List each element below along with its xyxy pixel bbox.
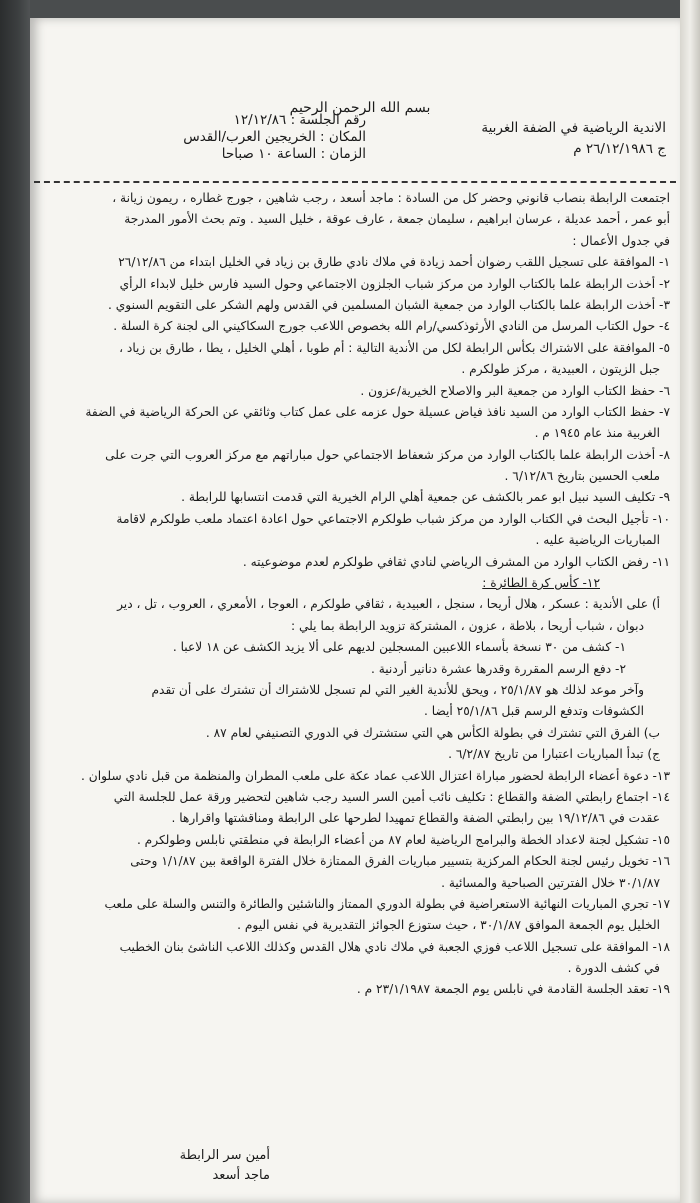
minutes-line: ج) تبدأ المباريات اعتبارا من تاريخ ٦/٢/٨٧ . bbox=[448, 747, 660, 762]
minutes-line: أبو عمر ، أحمد عديلة ، عرسان ابراهيم ، سليمان جمعة ، عارف عوقة ، خليل السيد . وتم بحث الأمور المدرجة bbox=[124, 212, 670, 227]
minutes-line: ملعب الحسين بتاريخ ٦/١٢/٨٦ . bbox=[504, 469, 660, 484]
signature-block bbox=[180, 1146, 270, 1186]
minutes-line: جبل الزيتون ، العبيدية ، مركز طولكرم . bbox=[461, 362, 660, 377]
minutes-line: ٣٠/١/٨٧ خلال الفترتين الصباحية والمسائية . bbox=[441, 875, 660, 890]
org-name: الاندية الرياضية في الضفة الغربية bbox=[481, 120, 666, 136]
minutes-line: دبوان ، شباب أريحا ، بلاطة ، عزون ، المشتركة تزويد الرابطة بما يلي : bbox=[291, 618, 644, 633]
minutes-line: ١- كشف من ٣٠ نسخة بأسماء اللاعبين المسجلين لديهم على ألا يزيد الكشف عن ١٨ لاعبا . bbox=[172, 640, 626, 655]
minutes-line: ١٧- تجري المباريات النهائية الاستعراضية في بطولة الدوري الممتاز والناشئين والطائرة والتنس والسلة على ملعب bbox=[104, 896, 670, 911]
minutes-line: في كشف الدورة . bbox=[567, 961, 660, 976]
signature-name: ماجد أسعد bbox=[212, 1168, 270, 1183]
date-ref: ج ٢٦/١٢/١٩٨٦ م bbox=[573, 141, 666, 157]
minutes-line: اجتمعت الرابطة بنصاب قانوني وحضر كل من السادة : ماجد أسعد ، رجب شاهين ، جورج غطاره ، ريمون زيانة ، bbox=[112, 191, 670, 205]
header-divider bbox=[34, 181, 676, 183]
header-session-block bbox=[126, 112, 366, 163]
minutes-line: ب) الفرق التي تشترك في بطولة الكأس هي التي ستشترك في الدوري التصنيفي لعام ٨٧ . bbox=[205, 725, 660, 740]
signature-role: أمين سر الرابطة bbox=[179, 1148, 270, 1163]
minutes-line: ١٥- تشكيل لجنة لاعداد الخطة والبرامج الرياضية لعام ٨٧ من أعضاء الرابطة في منطقتي نابلس وطولكرم . bbox=[136, 832, 670, 847]
minutes-line: ١٠- تأجيل البحث في الكتاب الوارد من مركز شباب طولكرم الاجتماعي حول اعادة اعتماد ملعب طولكرم لاقامة bbox=[116, 511, 670, 526]
minutes-line: ٢- أخذت الرابطة علما بالكتاب الوارد من مركز شباب الجلزون الاجتماعي وحول السيد فارس خليل لابداء الرأي bbox=[119, 276, 670, 291]
minutes-line: ٨- أخذت الرابطة علما بالكتاب الوارد من مركز شعفاط الاجتماعي حول مباراتهم مع مركز العروب التي جرت على bbox=[105, 447, 670, 462]
minutes-line: ٣- أخذت الرابطة علما بالكتاب الوارد من جمعية الشبان المسلمين في القدس ولهم الشكر على التقويم السنوي . bbox=[108, 297, 670, 312]
minutes-line: ١٨- الموافقة على تسجيل اللاعب فوزي الجعبة في ملاك نادي هلال القدس وكذلك اللاعب الناشئ بنان الخطيب bbox=[119, 939, 670, 954]
document-page bbox=[30, 18, 680, 1203]
minutes-line: ٩- تكليف السيد نبيل ابو عمر بالكشف عن جمعية أهلي الرام الخيرية التي قدمت انتسابها للرابطة . bbox=[181, 490, 670, 505]
minutes-line: الكشوفات وتدفع الرسم قبل ٢٥/١/٨٦ أيضا . bbox=[423, 704, 644, 719]
session-time: الزمان : الساعة ١٠ صباحا bbox=[221, 146, 366, 162]
minutes-line: المباريات الرياضية عليه . bbox=[535, 533, 660, 548]
minutes-line: الغربية منذ عام ١٩٤٥ م . bbox=[534, 426, 660, 441]
minutes-line: عقدت في ١٩/١٢/٨٦ بين رابطتي الضفة والقطاع تمهيدا لطرحها على الرابطة ومناقشتها واقرارها . bbox=[171, 811, 660, 826]
minutes-line: أ) على الأندية : عسكر ، هلال أريحا ، سنجل ، العبيدية ، ثقافي طولكرم ، العوجا ، الأمعري ، العروب ، تل ، دير bbox=[117, 597, 660, 612]
minutes-line: ٢- دفع الرسم المقررة وقدرها عشرة دنانير أردنية . bbox=[370, 661, 626, 676]
minutes-line: الخليل يوم الجمعة الموافق ٣٠/١/٨٧ ، حيث ستوزع الجوائز التقديرية في نفس اليوم . bbox=[237, 918, 660, 933]
minutes-line: ١١- رفض الكتاب الوارد من المشرف الرياضي لنادي ثقافي طولكرم لعدم موضوعيته . bbox=[242, 554, 670, 569]
minutes-line: ١٦- تخويل رئيس لجنة الحكام المركزية بتسيير مباريات الفرق الممتازة خلال الفترة الواقعة بين ١/١/٨٧ وحتى bbox=[130, 854, 670, 869]
minutes-line: في جدول الأعمال : bbox=[572, 233, 670, 248]
minutes-line: ٧- حفظ الكتاب الوارد من السيد نافذ فياض عسيلة حول عزمه على عمل كتاب وثائقي عن الحركة الرياضية في الضفة bbox=[85, 404, 670, 419]
session-number: رقم الجلسة : ١٢/١٢/٨٦ bbox=[233, 112, 366, 128]
minutes-line: ٤- حول الكتاب المرسل من النادي الأرثوذكسي/رام الله بخصوص اللاعب جورج السكاكيني الى لجنة كرة السلة . bbox=[113, 319, 670, 334]
next-page-edge bbox=[680, 0, 700, 1203]
minutes-line: ١٩- تعقد الجلسة القادمة في نابلس يوم الجمعة ٢٣/١/١٩٨٧ م . bbox=[356, 982, 670, 997]
minutes-line: ٥- الموافقة على الاشتراك بكأس الرابطة لكل من الأندية التالية : أم طوبا ، أهلي الخليل ، يطا ، طارق بن زياد ، bbox=[119, 340, 670, 355]
minutes-line: ٦- حفظ الكتاب الوارد من جمعية البر والاصلاح الخيرية/عزون . bbox=[360, 383, 670, 398]
minutes-line: وآخر موعد لذلك هو ٢٥/١/٨٧ ، ويحق للأندية الغير التي لم تسجل للاشتراك أن تشترك على أن تقدم bbox=[151, 682, 644, 697]
minutes-line: ١٢- كأس كرة الطائرة : bbox=[482, 576, 600, 591]
book-binding bbox=[0, 0, 30, 1203]
bismillah: بسم الله الرحمن الرحيم bbox=[289, 100, 431, 116]
minutes-line: ١٤- اجتماع رابطتي الضفة والقطاع : تكليف نائب أمين السر السيد رجب شاهين لتحضير ورقة عمل للجلسة التي bbox=[113, 789, 670, 804]
minutes-line: ١٣- دعوة أعضاء الرابطة لحضور مباراة اعتزال اللاعب عماد عكة على ملعب المطران والمنظمة من قبل نادي سلوان . bbox=[81, 768, 670, 783]
minutes-line: ١- الموافقة على تسجيل اللقب رضوان أحمد زيادة في ملاك نادي طارق بن زياد في الخليل ابتداء من ٢٦/١٢/٨٦ bbox=[118, 255, 670, 270]
header-org-block bbox=[406, 118, 666, 160]
session-place: المكان : الخريجين العرب/القدس bbox=[183, 129, 366, 145]
minutes-body bbox=[38, 188, 670, 1001]
